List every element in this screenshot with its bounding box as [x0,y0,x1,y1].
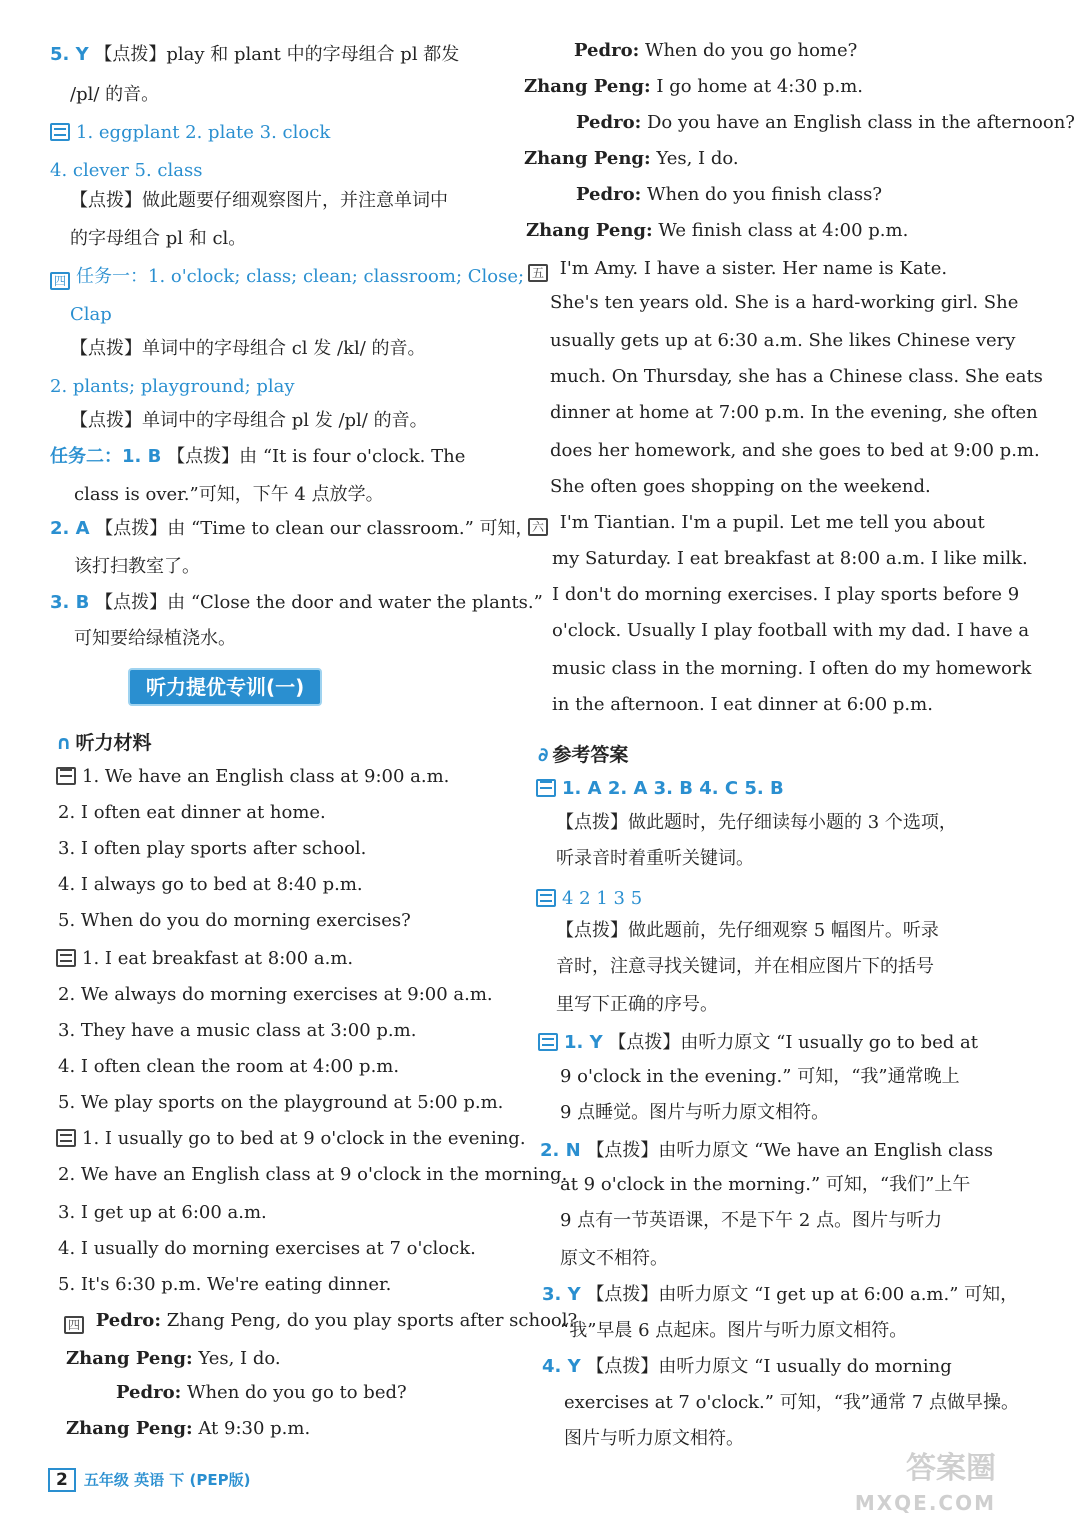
section-five-icon: 五 [528,264,548,282]
watermark: 答案圈 MXQE.COM [854,1451,996,1515]
answer-line: 1. eggplant 2. plate 3. clock [50,120,330,146]
section-title-banner: 听力提优专训(一) [128,668,322,706]
section-one-icon [536,779,556,797]
dialogue-line: Zhang Peng: At 9:30 p.m. [66,1418,311,1439]
answer-line: 任务二：1. B 【点拨】由 “It is four o'clock. The [50,446,466,467]
section-three-icon [56,1129,76,1147]
dialogue-line: Pedro: Do you have an English class in the afternoon? [576,112,1075,133]
answer-line: 4. Y 【点拨】由听力原文 “I usually do morning [542,1356,952,1377]
listening-heading: ∩ 听力材料 [56,732,152,754]
section-four-icon: 四 [64,1316,84,1334]
section-six-icon: 六 [528,518,548,536]
page-number: 2 [48,1468,76,1492]
answer-line: 1. A 2. A 3. B 4. C 5. B [536,776,784,802]
dialogue-line: Zhang Peng: I go home at 4:30 p.m. [524,76,864,97]
dialogue-line: 四 Pedro: Zhang Peng, do you play sports after school? [64,1308,577,1334]
dialogue-line: Zhang Peng: Yes, I do. [66,1348,281,1369]
listening-line: 1. I eat breakfast at 8:00 a.m. [56,946,353,972]
dialogue-line: Zhang Peng: We finish class at 4:00 p.m. [526,220,909,241]
book-title: 五年级 英语 下 (PEP版) [83,1471,251,1489]
section-four-icon: 四 [50,272,70,290]
answer-line: 四 任务一：1. o'clock; class; clean; classroom; Close; [50,264,524,290]
answer-line: 4 2 1 3 5 [536,886,642,912]
passage-line: 五 I'm Amy. I have a sister. Her name is Kate. [528,256,947,282]
answer-line: 5. Y 【点拨】play 和 plant 中的字母组合 pl 都发 [50,44,460,65]
answer-line: 2. A 【点拨】由 “Time to clean our classroom.” 可知， [50,518,534,539]
section-three-icon [50,123,70,141]
answers-heading: ∂ 参考答案 [538,744,629,766]
listening-line: 1. I usually go to bed at 9 o'clock in the evening. [56,1126,526,1152]
passage-line: 六 I'm Tiantian. I'm a pupil. Let me tell you about [528,510,985,536]
answer-line: 2. N 【点拨】由听力原文 “We have an English class [540,1140,994,1161]
section-two-icon [56,949,76,967]
section-two-icon [536,889,556,907]
dialogue-line: Pedro: When do you finish class? [576,184,883,205]
paperclip-icon: ∂ [538,744,549,766]
answer-line: 3. Y 【点拨】由听力原文 “I get up at 6:00 a.m.” 可知， [542,1284,1019,1305]
section-three-icon [538,1033,558,1051]
dialogue-line: Zhang Peng: Yes, I do. [524,148,739,169]
headphones-icon: ∩ [56,732,72,754]
listening-line: 1. We have an English class at 9:00 a.m. [56,764,449,790]
section-one-icon [56,767,76,785]
dialogue-line: Pedro: When do you go to bed? [116,1382,407,1403]
dialogue-line: Pedro: When do you go home? [574,40,858,61]
answer-line: 3. B 【点拨】由 “Close the door and water the plants.” [50,592,543,613]
answer-line: 1. Y 【点拨】由听力原文 “I usually go to bed at [538,1030,978,1056]
page-footer [48,1468,250,1492]
